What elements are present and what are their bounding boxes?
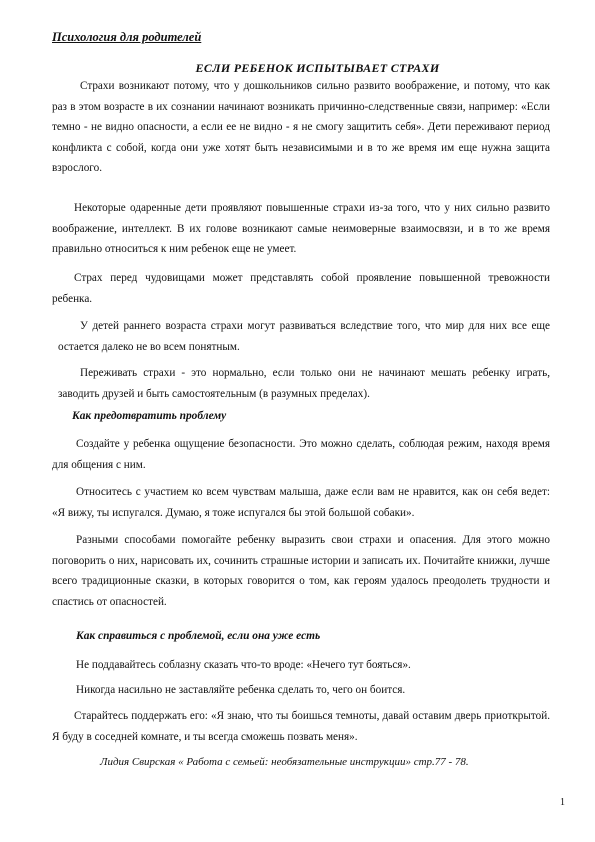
paragraph-5: Переживать страхи - это нормально, если только они не начинают мешать ребенку играть, заводить друзей и быть самостоятельным (в разумных пределах).: [58, 367, 550, 400]
section-header: Психология для родителей: [52, 30, 202, 44]
subheading-prevent: Как предотвратить проблему: [72, 410, 227, 422]
paragraph-9: Не поддавайтесь соблазну сказать что-то вроде: «Нечего тут бояться».: [76, 659, 411, 671]
paragraph-11: Старайтесь поддержать его: «Я знаю, что ты боишься темноты, давай оставим дверь приоткрытой. Я буду в соседней комнате, и ты всегда сможешь позвать меня».: [52, 710, 550, 743]
paragraph-2: Некоторые одаренные дети проявляют повышенные страхи из-за того, что у них сильно развито воображение, интеллект. В их голове возникают самые неимоверные взаимосвязи, и в то же время правильно относиться к ним ребенок еще не умеет.: [52, 202, 550, 255]
signature: Лидия Свирская « Работа с семьей: необязательные инструкции» стр.77 - 78.: [100, 756, 469, 768]
page-number: 1: [560, 797, 565, 808]
paragraph-1: Страхи возникают потому, что у дошкольников сильно развито воображение, и потому, что как раз в этом возрасте в их сознании начинают возникать причинно-следственные связи, например: «Если темно - не видно опасности, а если ее не видно - я не смогу защитить себя». Дети переживают период конфликта с собой, когда они уже хотят быть независимыми и в то же время им еще нужна защита взрослого.: [52, 80, 550, 174]
article-title: ЕСЛИ РЕБЕНОК ИСПЫТЫВАЕТ СТРАХИ: [195, 61, 440, 75]
paragraph-3: Страх перед чудовищами может представлять собой проявление повышенной тревожности ребенка.: [52, 272, 550, 305]
paragraph-7: Относитесь с участием ко всем чувствам малыша, даже если вам не нравится, как он себя ведет: «Я вижу, ты испугался. Думаю, я тоже испугался бы этой большой собаки».: [52, 486, 550, 519]
subheading-cope: Как справиться с проблемой, если она уже есть: [76, 630, 321, 642]
paragraph-8: Разными способами помогайте ребенку выразить свои страхи и опасения. Для этого можно поговорить о них, нарисовать их, сочинить страшные истории и записать их. Почитайте книжки, лучше всего традиционные сказки, в которых говорится о том, как героям удалось преодолеть трудности и спастись от опасностей.: [52, 534, 550, 608]
paragraph-10: Никогда насильно не заставляйте ребенка сделать то, чего он боится.: [76, 684, 406, 696]
paragraph-6: Создайте у ребенка ощущение безопасности. Это можно сделать, соблюдая режим, находя время для общения с ним.: [52, 438, 550, 471]
paragraph-4: У детей раннего возраста страхи могут развиваться вследствие того, что мир для них все еще остается далеко не во всем понятным.: [58, 320, 550, 353]
